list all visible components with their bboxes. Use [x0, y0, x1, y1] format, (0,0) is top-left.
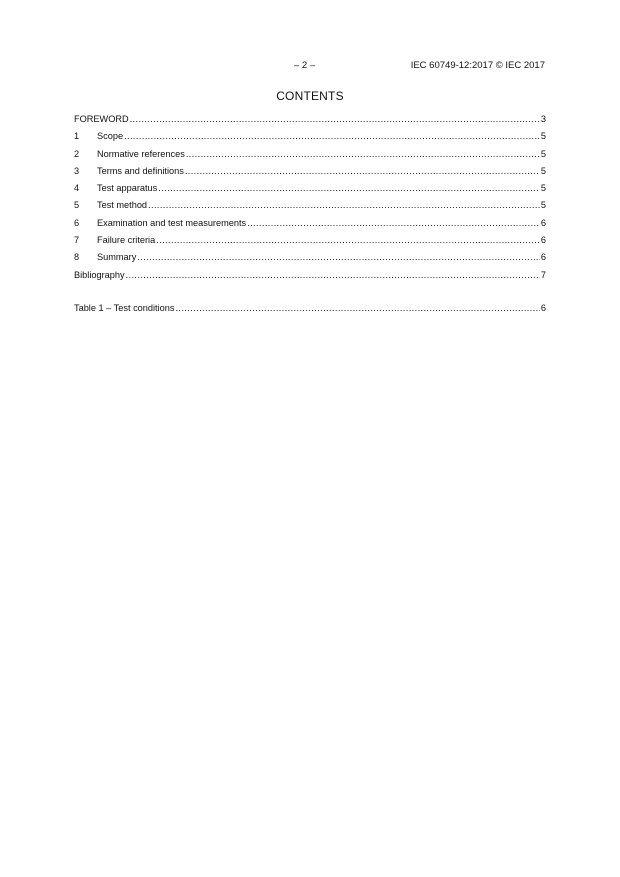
- page-number: – 2 –: [294, 60, 316, 71]
- toc-entry-page: 5: [540, 165, 546, 176]
- toc-leader-dots: [148, 200, 540, 210]
- toc-entry-number: 7: [74, 235, 80, 246]
- toc-entry-page: 6: [540, 252, 546, 263]
- toc-entry-label: FOREWORD: [74, 114, 129, 124]
- toc-leader-dots: [156, 235, 540, 245]
- toc-entry-page: 7: [540, 269, 546, 280]
- toc-entry-number: 4: [74, 183, 80, 194]
- toc-leader-dots: [175, 303, 539, 313]
- toc-entry-label: Test method: [97, 200, 148, 211]
- document-id: IEC 60749-12:2017 © IEC 2017: [410, 60, 545, 71]
- toc-entry-foreword[interactable]: [74, 114, 546, 131]
- toc-entry-label: Examination and test measurements: [97, 217, 247, 228]
- toc-leader-dots: [185, 166, 540, 176]
- toc-entry-page: 5: [540, 148, 546, 159]
- toc-leader-dots: [124, 131, 540, 141]
- toc-entry-page: 6: [540, 217, 546, 228]
- toc-entry-normative-references[interactable]: [74, 149, 546, 166]
- toc-leader-dots: [137, 252, 540, 262]
- toc-entry-label: Bibliography: [74, 269, 125, 280]
- toc-entry-number: 1: [74, 131, 80, 142]
- toc-entry-bibliography[interactable]: [74, 270, 546, 287]
- toc-entry-number: 5: [74, 200, 80, 211]
- toc-entry-label: Failure criteria: [97, 235, 156, 246]
- toc-leader-dots: [158, 183, 540, 193]
- toc-entry-label: Normative references: [97, 148, 185, 159]
- toc-entry-test-method[interactable]: [74, 200, 546, 217]
- toc-entry-page: 5: [540, 131, 546, 142]
- toc-entry-label: Scope: [97, 131, 124, 142]
- toc-entry-page: 5: [540, 200, 546, 211]
- toc-entry-failure-criteria[interactable]: [74, 235, 546, 252]
- toc-entry-scope[interactable]: [74, 131, 546, 148]
- toc-entry-terms-and-definitions[interactable]: [74, 166, 546, 183]
- toc-leader-dots: [186, 149, 540, 159]
- toc-entry-number: 3: [74, 165, 80, 176]
- toc-entry-label: Terms and definitions: [97, 165, 184, 176]
- table-of-contents: [74, 114, 546, 320]
- toc-entry-number: 2: [74, 148, 80, 159]
- toc-entry-number: 6: [74, 217, 80, 228]
- toc-entry-label: Summary: [97, 252, 137, 263]
- toc-entry-label: Test apparatus: [97, 183, 158, 194]
- contents-title: CONTENTS: [276, 89, 344, 103]
- toc-entry-number: 8: [74, 252, 80, 263]
- table-list-label: Table 1 – Test conditions: [74, 302, 175, 313]
- toc-entry-page: 3: [540, 114, 546, 124]
- toc-entry-page: 5: [540, 183, 546, 194]
- table-list-page: 6: [540, 302, 546, 313]
- toc-leader-dots: [126, 270, 540, 280]
- toc-entry-page: 6: [540, 235, 546, 246]
- toc-leader-dots: [130, 114, 540, 124]
- toc-leader-dots: [247, 218, 540, 228]
- table-list-entry-table-1[interactable]: [74, 303, 546, 320]
- toc-entry-examination-and-test-measurements[interactable]: [74, 218, 546, 235]
- toc-entry-summary[interactable]: [74, 252, 546, 269]
- toc-entry-test-apparatus[interactable]: [74, 183, 546, 200]
- page-header: [0, 60, 620, 74]
